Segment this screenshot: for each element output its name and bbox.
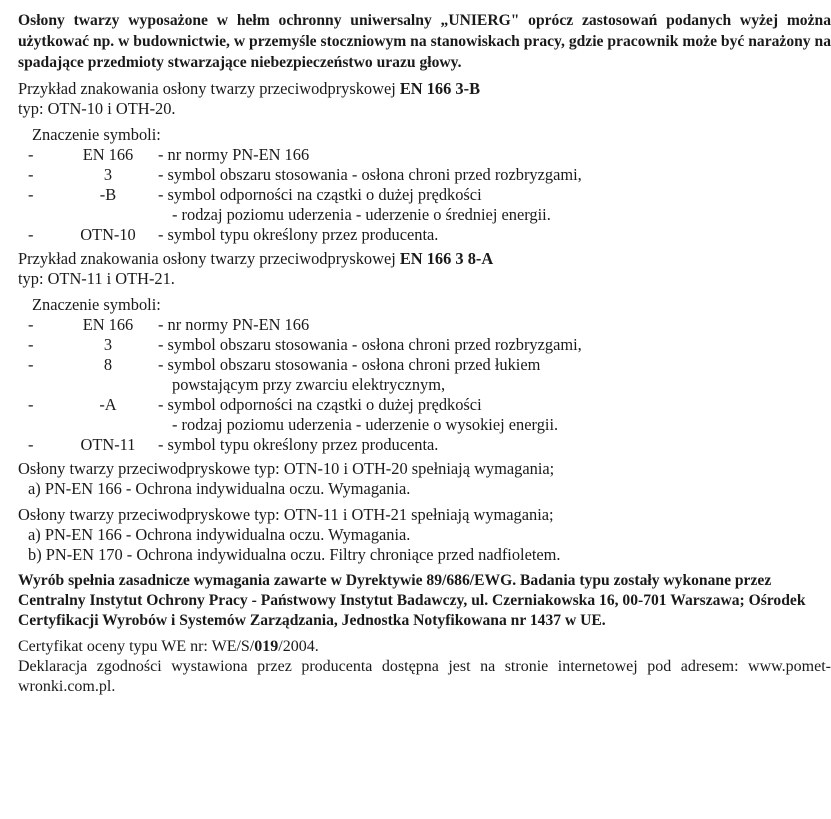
symbol-row bbox=[18, 165, 831, 185]
symbol-row bbox=[18, 435, 831, 455]
certificate-number: 019 bbox=[254, 638, 279, 655]
symbol-description: - symbol obszaru stosowania - osłona chroni przed rozbryzgami, bbox=[158, 335, 582, 354]
requirements1-heading: Osłony twarzy przeciwodpryskowe typ: OTN-10 i OTH-20 spełniają wymagania; bbox=[18, 459, 555, 478]
symbol-description: - nr normy PN-EN 166 bbox=[158, 315, 310, 334]
symbol-dash: - bbox=[28, 395, 34, 414]
symbol-description: - symbol typu określony przez producenta. bbox=[158, 435, 439, 454]
symbol-dash: - bbox=[28, 435, 34, 454]
symbol-dash: - bbox=[28, 315, 34, 334]
symbol-row bbox=[18, 315, 831, 335]
directive-paragraph: Wyrób spełnia zasadnicze wymagania zawarte w Dyrektywie 89/686/EWG. Badania typu zostały wykonane przez Centralny Instytut Ochrony Pracy - Państwowy Instytut Badawczy, ul. Czerniakowska 16, 00-701 Warszawa; Ośrodek Certyfikacji Wyrobów i Systemów Zarządzania, Jednostka Notyfikowana nr 1437 w UE. bbox=[18, 572, 806, 629]
example2-heading bbox=[18, 249, 831, 269]
symbol-row bbox=[18, 145, 831, 165]
certificate-suffix: /2004. bbox=[278, 638, 319, 655]
symbol-code: EN 166 bbox=[82, 145, 134, 164]
example1-prefix: Przykład znakowania osłony twarzy przeciwodpryskowej bbox=[18, 79, 400, 98]
example2-type-line: typ: OTN-11 i OTH-21. bbox=[18, 269, 175, 288]
symbol-dash bbox=[18, 415, 58, 435]
example1-marking: EN 166 3-B bbox=[399, 79, 481, 98]
symbol-description: - nr normy PN-EN 166 bbox=[158, 145, 310, 164]
example1-type-line: typ: OTN-10 i OTH-20. bbox=[18, 99, 176, 118]
symbol-code: EN 166 bbox=[82, 315, 134, 334]
example2-section bbox=[18, 249, 831, 455]
requirements2-item: b) PN-EN 170 - Ochrona indywidualna oczu. Filtry chroniące przed nadfioletem. bbox=[28, 545, 561, 564]
symbol-description: - rodzaj poziomu uderzenia - uderzenie o wysokiej energii. bbox=[172, 415, 559, 434]
symbol-row bbox=[18, 335, 831, 355]
symbol-code: OTN-11 bbox=[80, 435, 136, 454]
symbol-description: - symbol typu określony przez producenta. bbox=[158, 225, 439, 244]
requirements2-item: a) PN-EN 166 - Ochrona indywidualna oczu. Wymagania. bbox=[28, 525, 411, 544]
symbol-dash bbox=[18, 205, 58, 225]
example2-prefix: Przykład znakowania osłony twarzy przeciwodpryskowej bbox=[18, 249, 400, 268]
symbol-dash: - bbox=[28, 335, 34, 354]
symbol-code: OTN-10 bbox=[80, 225, 136, 244]
symbol-row bbox=[18, 225, 831, 245]
symbol-description: - rodzaj poziomu uderzenia - uderzenie o średniej energii. bbox=[172, 205, 551, 224]
symbol-code bbox=[58, 375, 158, 395]
symbol-description: - symbol obszaru stosowania - osłona chroni przed rozbryzgami, bbox=[158, 165, 582, 184]
symbol-dash bbox=[18, 375, 58, 395]
certificate-line bbox=[18, 637, 831, 657]
symbol-row bbox=[18, 375, 831, 395]
requirements1-item: a) PN-EN 166 - Ochrona indywidualna oczu. Wymagania. bbox=[28, 479, 411, 498]
symbol-dash: - bbox=[28, 145, 34, 164]
symbol-code: 8 bbox=[103, 355, 113, 374]
symbol-row bbox=[18, 185, 831, 205]
intro-paragraph: Osłony twarzy wyposażone w hełm ochronny uniwersalny „UNIERG" oprócz zastosowań podanych wyżej można użytkować np. w budownictwie, w przemyśle stoczniowym na stanowiskach pracy, gdzie pracownik może być narażony na spadające przedmioty stwarzające niebezpieczeństwo urazu głowy. bbox=[18, 12, 831, 71]
example1-section bbox=[18, 79, 831, 245]
requirements1-section bbox=[18, 459, 831, 499]
symbol-code bbox=[58, 205, 158, 225]
symbol-code: 3 bbox=[103, 335, 113, 354]
symbol-row bbox=[18, 415, 831, 435]
symbol-dash: - bbox=[28, 225, 34, 244]
declaration-paragraph: Deklaracja zgodności wystawiona przez producenta dostępna jest na stronie internetowej pod adresem: www.pomet-wronki.com.pl. bbox=[18, 658, 831, 695]
example1-symbol-list bbox=[18, 145, 831, 245]
requirements2-heading: Osłony twarzy przeciwodpryskowe typ: OTN-11 i OTH-21 spełniają wymagania; bbox=[18, 505, 554, 524]
symbol-description: - symbol odporności na cząstki o dużej prędkości bbox=[158, 395, 482, 414]
symbol-code: -A bbox=[99, 395, 117, 414]
example2-marking: EN 166 3 8-A bbox=[399, 249, 494, 268]
example2-symbol-list bbox=[18, 315, 831, 455]
example1-symbols-heading: Znaczenie symboli: bbox=[32, 125, 161, 144]
certificate-prefix: Certyfikat oceny typu WE nr: WE/S/ bbox=[18, 638, 255, 655]
symbol-code: -B bbox=[99, 185, 117, 204]
symbol-row bbox=[18, 395, 831, 415]
symbol-description: - symbol odporności na cząstki o dużej prędkości bbox=[158, 185, 482, 204]
symbol-dash: - bbox=[28, 355, 34, 374]
symbol-row bbox=[18, 205, 831, 225]
example2-symbols-heading: Znaczenie symboli: bbox=[32, 295, 161, 314]
symbol-row bbox=[18, 355, 831, 375]
symbol-code: 3 bbox=[103, 165, 113, 184]
symbol-dash: - bbox=[28, 165, 34, 184]
symbol-dash: - bbox=[28, 185, 34, 204]
symbol-description: powstającym przy zwarciu elektrycznym, bbox=[172, 375, 446, 394]
example1-heading bbox=[18, 79, 831, 99]
symbol-description: - symbol obszaru stosowania - osłona chroni przed łukiem bbox=[158, 355, 541, 374]
symbol-code bbox=[58, 415, 158, 435]
requirements2-section bbox=[18, 505, 831, 565]
